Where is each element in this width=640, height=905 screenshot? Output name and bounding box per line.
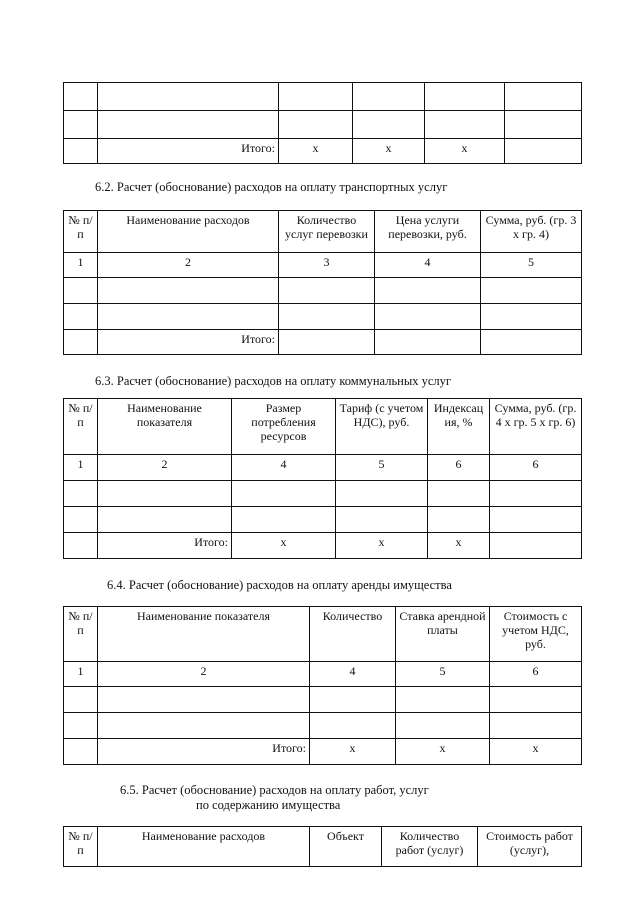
col-number: 4	[232, 455, 336, 481]
table-row	[64, 278, 582, 304]
total-row	[64, 533, 582, 559]
top-table	[63, 82, 582, 164]
x-cell: х	[396, 739, 490, 765]
table-row	[64, 687, 582, 713]
section-title-6-5-line1: 6.5. Расчет (обоснование) расходов на оплату работ, услуг	[120, 783, 429, 797]
col-number: 2	[98, 455, 232, 481]
header-row	[64, 827, 582, 867]
col-number: 6	[490, 455, 582, 481]
header-cell: № п/п	[64, 827, 98, 867]
col-number: 2	[98, 662, 310, 687]
col-number: 5	[336, 455, 428, 481]
header-row	[64, 399, 582, 455]
header-cell: Размер потребления ресурсов	[232, 399, 336, 455]
header-cell: Наименование показателя	[98, 607, 310, 662]
col-number: 5	[481, 253, 582, 278]
header-cell: Стоимость с учетом НДС, руб.	[490, 607, 582, 662]
x-cell: х	[279, 139, 353, 164]
header-cell: Ставка арендной платы	[396, 607, 490, 662]
col-number: 3	[279, 253, 375, 278]
header-cell: № п/п	[64, 399, 98, 455]
x-cell: х	[490, 739, 582, 765]
col-number: 2	[98, 253, 279, 278]
number-row	[64, 662, 582, 687]
section-title-6-4: 6.4. Расчет (обоснование) расходов на оплату аренды имущества	[107, 578, 452, 592]
number-row	[64, 253, 582, 278]
header-cell: Количество услуг перевозки	[279, 211, 375, 253]
total-row	[64, 739, 582, 765]
total-row	[64, 330, 582, 355]
col-number: 4	[375, 253, 481, 278]
total-label: Итого:	[98, 739, 310, 765]
header-row	[64, 607, 582, 662]
col-number: 6	[428, 455, 490, 481]
table-row	[64, 713, 582, 739]
utilities-table	[63, 398, 582, 559]
number-row	[64, 455, 582, 481]
col-number: 6	[490, 662, 582, 687]
header-cell: Сумма, руб. (гр. 3 х гр. 4)	[481, 211, 582, 253]
header-cell: Сумма, руб. (гр. 4 х гр. 5 х гр. 6)	[490, 399, 582, 455]
header-cell: Наименование показателя	[98, 399, 232, 455]
transport-table	[63, 210, 582, 355]
header-cell: Наименование расходов	[98, 211, 279, 253]
header-cell: Количество работ (услуг)	[382, 827, 478, 867]
section-title-6-3: 6.3. Расчет (обоснование) расходов на оплату коммунальных услуг	[95, 374, 452, 388]
header-cell: Количество	[310, 607, 396, 662]
col-number: 5	[396, 662, 490, 687]
header-cell: № п/п	[64, 211, 98, 253]
header-cell: Цена услуги перевозки, руб.	[375, 211, 481, 253]
header-cell: Индексац ия, %	[428, 399, 490, 455]
header-row	[64, 211, 582, 253]
table-row	[64, 507, 582, 533]
x-cell: х	[428, 533, 490, 559]
col-number: 1	[64, 455, 98, 481]
header-cell: Тариф (с учетом НДС), руб.	[336, 399, 428, 455]
total-label: Итого:	[98, 139, 279, 164]
maintenance-table	[63, 826, 582, 867]
table-row	[64, 304, 582, 330]
table-row	[64, 481, 582, 507]
x-cell: х	[310, 739, 396, 765]
col-number: 1	[64, 253, 98, 278]
section-title-6-5-line2: по содержанию имущества	[196, 798, 341, 812]
x-cell: х	[353, 139, 425, 164]
section-title-6-2: 6.2. Расчет (обоснование) расходов на оплату транспортных услуг	[95, 180, 448, 194]
header-cell: № п/п	[64, 607, 98, 662]
rent-table	[63, 606, 582, 765]
total-label: Итого:	[98, 330, 279, 355]
table-row	[64, 83, 582, 111]
total-row	[64, 139, 582, 164]
header-cell: Стоимость работ (услуг),	[478, 827, 582, 867]
x-cell: х	[425, 139, 505, 164]
col-number: 4	[310, 662, 396, 687]
header-cell: Объект	[310, 827, 382, 867]
header-cell: Наименование расходов	[98, 827, 310, 867]
x-cell: х	[232, 533, 336, 559]
x-cell: х	[336, 533, 428, 559]
total-label: Итого:	[98, 533, 232, 559]
col-number: 1	[64, 662, 98, 687]
table-row	[64, 111, 582, 139]
